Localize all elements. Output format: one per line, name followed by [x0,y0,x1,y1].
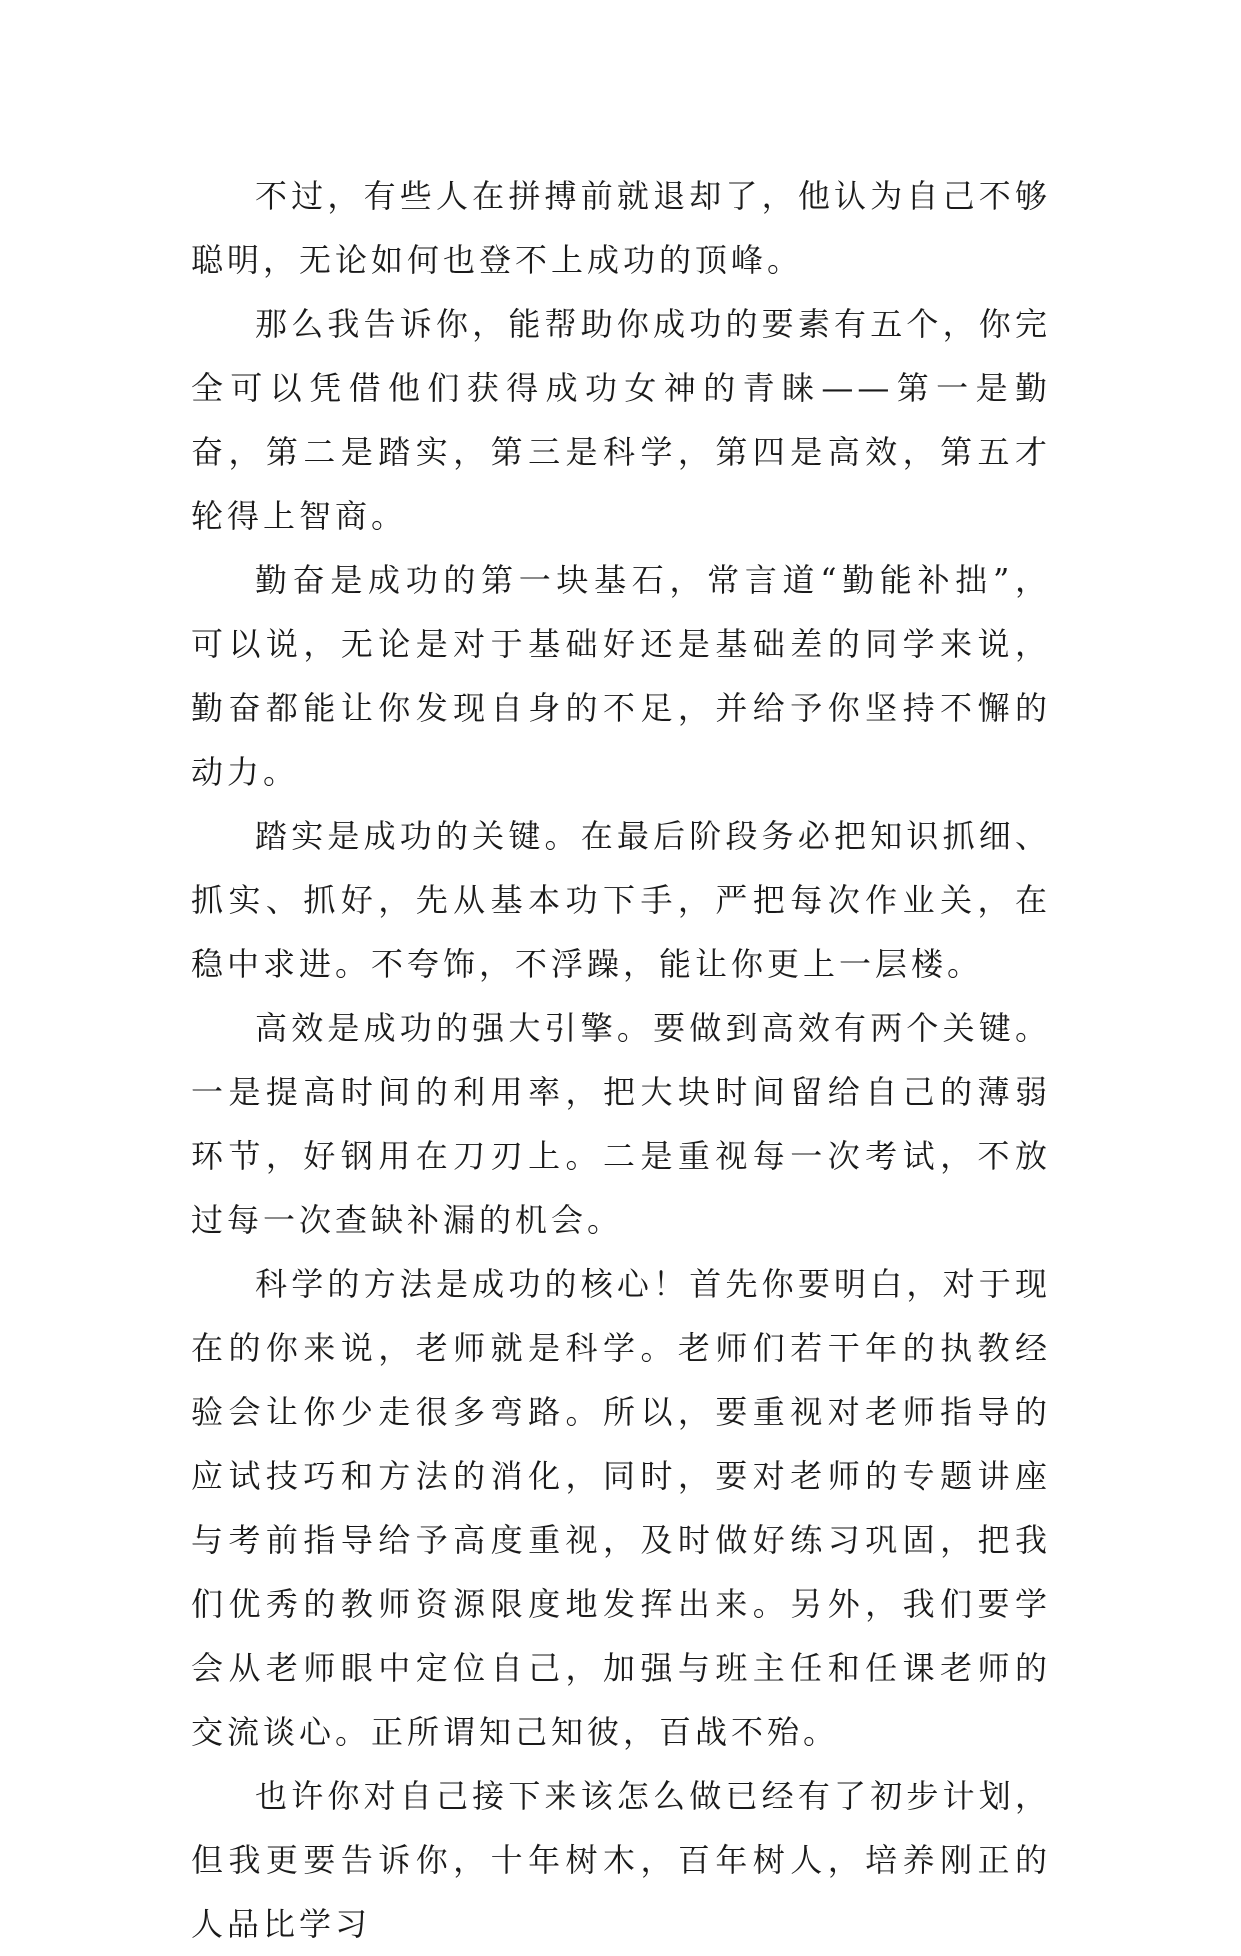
paragraph: 那么我告诉你，能帮助你成功的要素有五个，你完全可以凭借他们获得成功女神的青睐——第一是勤奋，第二是踏实，第三是科学，第四是高效，第五才轮得上智商。 [191,305,1051,535]
paragraph: 高效是成功的强大引擎。要做到高效有两个关键。一是提高时间的利用率，把大块时间留给自己的薄弱环节，好钢用在刀刃上。二是重视每一次考试，不放过每一次查缺补漏的机会。 [191,1009,1051,1239]
paragraph: 科学的方法是成功的核心！首先你要明白，对于现在的你来说，老师就是科学。老师们若干年的执教经验会让你少走很多弯路。所以，要重视对老师指导的应试技巧和方法的消化，同时，要对老师的专题讲座与考前指导给予高度重视，及时做好练习巩固，把我们优秀的教师资源限度地发挥出来。另外，我们要学会从老师眼中定位自己，加强与班主任和任课老师的交流谈心。正所谓知己知彼，百战不殆。 [191,1265,1051,1751]
document-body [191,164,1051,1956]
paragraph: 踏实是成功的关键。在最后阶段务必把知识抓细、抓实、抓好，先从基本功下手，严把每次作业关，在稳中求进。不夸饰，不浮躁，能让你更上一层楼。 [191,817,1051,983]
paragraph: 不过，有些人在拼搏前就退却了，他认为自己不够聪明，无论如何也登不上成功的顶峰。 [191,177,1051,279]
paragraph: 也许你对自己接下来该怎么做已经有了初步计划，但我更要告诉你，十年树木，百年树人，培养刚正的人品比学习 [191,1777,1051,1943]
paragraph: 勤奋是成功的第一块基石，常言道“勤能补拙”，可以说，无论是对于基础好还是基础差的同学来说，勤奋都能让你发现自身的不足，并给予你坚持不懈的动力。 [191,561,1051,791]
